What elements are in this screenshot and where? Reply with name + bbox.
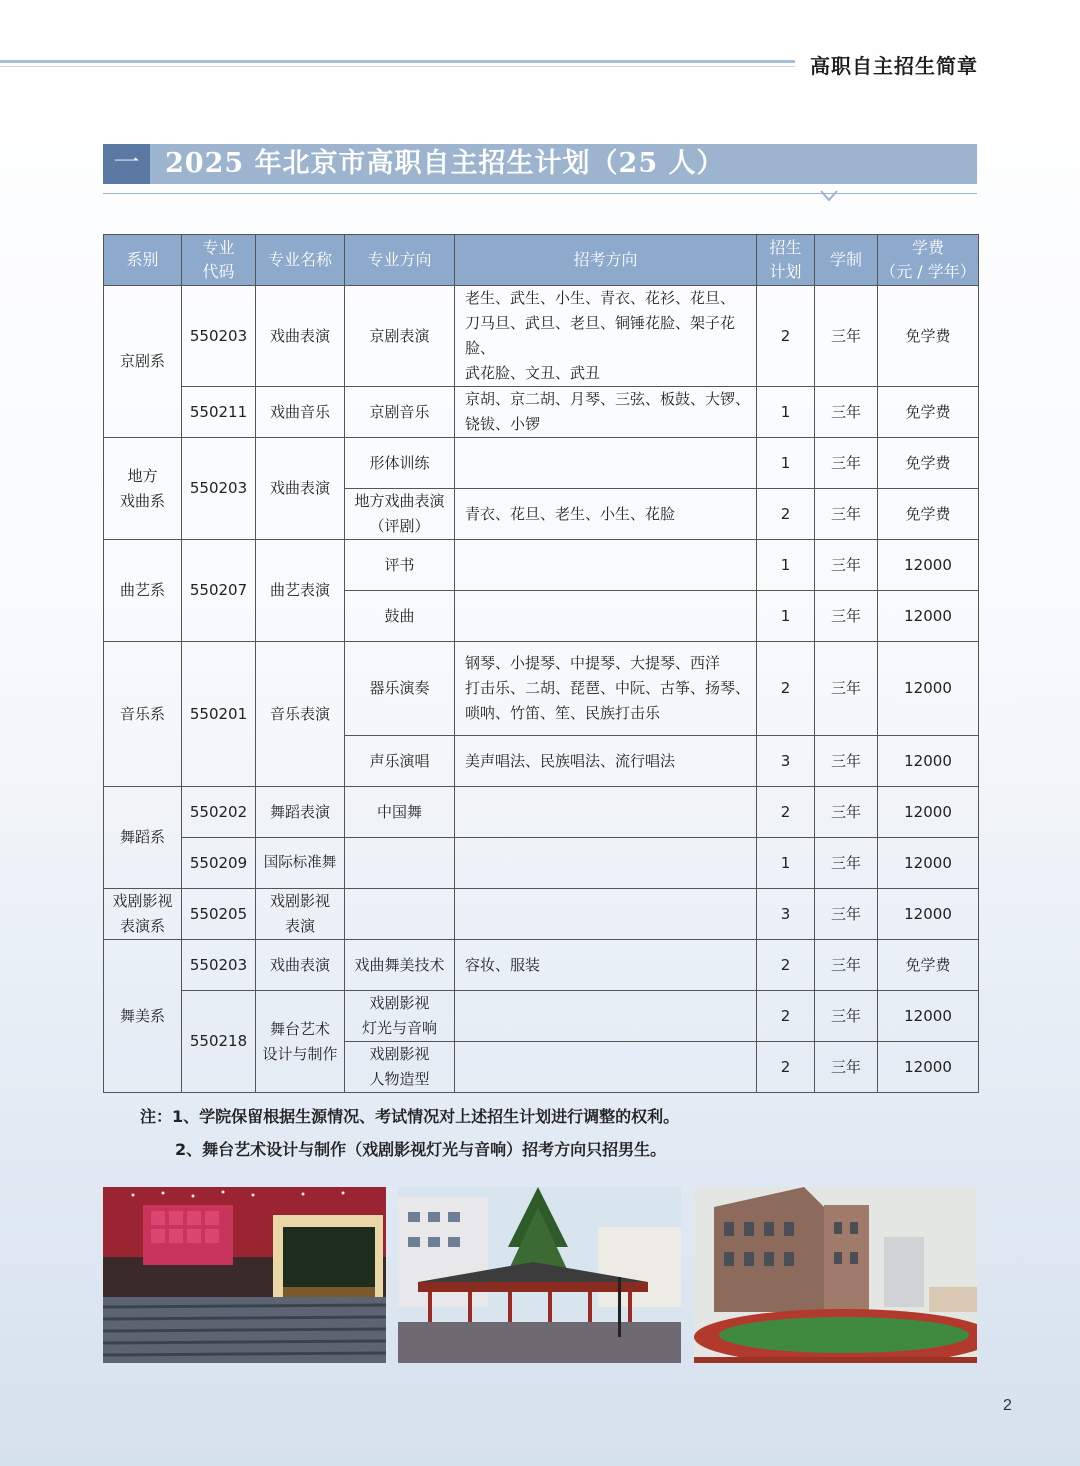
section-underline <box>103 193 977 194</box>
section-title: 2025 年北京市高职自主招生计划（25 人） <box>165 148 725 179</box>
requirement-cell <box>455 889 757 940</box>
code-cell: 550203 <box>182 940 256 991</box>
major-cell: 曲艺表演 <box>256 540 345 642</box>
code-cell: 550207 <box>182 540 256 642</box>
requirement-cell: 老生、武生、小生、青衣、花衫、花旦、 刀马旦、武旦、老旦、铜锤花脸、架子花脸、 武花脸、文丑、武丑 <box>455 286 757 387</box>
requirement-cell <box>455 991 757 1042</box>
col-header-major: 专业名称 <box>256 235 345 286</box>
plan-cell: 2 <box>757 787 815 838</box>
table-row <box>104 940 979 991</box>
fee-cell: 12000 <box>878 838 979 889</box>
theater-hall-photo <box>103 1187 386 1363</box>
col-header-fee: 学费 （元 / 学年） <box>878 235 979 286</box>
table-row <box>104 889 979 940</box>
fee-cell: 免学费 <box>878 286 979 387</box>
direction-cell: 中国舞 <box>345 787 455 838</box>
code-cell: 550203 <box>182 438 256 540</box>
fee-cell: 12000 <box>878 642 979 736</box>
years-cell: 三年 <box>815 642 878 736</box>
requirement-cell <box>455 1042 757 1093</box>
direction-cell: 京剧表演 <box>345 286 455 387</box>
requirement-cell: 美声唱法、民族唱法、流行唱法 <box>455 736 757 787</box>
plan-cell: 1 <box>757 591 815 642</box>
plan-cell: 1 <box>757 838 815 889</box>
col-header-requirement: 招考方向 <box>455 235 757 286</box>
dept-cell: 京剧系 <box>104 286 182 438</box>
fee-cell: 12000 <box>878 991 979 1042</box>
fee-cell: 12000 <box>878 787 979 838</box>
fee-cell: 免学费 <box>878 940 979 991</box>
plan-cell: 3 <box>757 736 815 787</box>
fee-cell: 12000 <box>878 591 979 642</box>
direction-cell: 戏剧影视 人物造型 <box>345 1042 455 1093</box>
dept-cell: 舞蹈系 <box>104 787 182 889</box>
requirement-cell: 青衣、花旦、老生、小生、花脸 <box>455 489 757 540</box>
years-cell: 三年 <box>815 387 878 438</box>
dept-cell: 地方 戏曲系 <box>104 438 182 540</box>
major-cell: 戏曲表演 <box>256 940 345 991</box>
direction-cell: 鼓曲 <box>345 591 455 642</box>
notes <box>140 1100 679 1166</box>
caret-down-icon <box>820 190 838 202</box>
campus-courtyard-photo <box>398 1187 681 1363</box>
note-2: 2、舞台艺术设计与制作（戏剧影视灯光与音响）招考方向只招男生。 <box>175 1140 667 1159</box>
direction-cell: 戏剧影视 灯光与音响 <box>345 991 455 1042</box>
direction-cell: 评书 <box>345 540 455 591</box>
header-title: 高职自主招生简章 <box>810 56 978 78</box>
col-header-plan: 招生 计划 <box>757 235 815 286</box>
table-row <box>104 991 979 1042</box>
major-cell: 舞台艺术 设计与制作 <box>256 991 345 1093</box>
table-row <box>104 642 979 736</box>
fee-cell: 免学费 <box>878 387 979 438</box>
code-cell: 550205 <box>182 889 256 940</box>
fee-cell: 12000 <box>878 889 979 940</box>
dept-cell: 音乐系 <box>104 642 182 787</box>
years-cell: 三年 <box>815 736 878 787</box>
requirement-cell <box>455 838 757 889</box>
plan-cell: 2 <box>757 1042 815 1093</box>
requirement-cell <box>455 591 757 642</box>
plan-cell: 2 <box>757 940 815 991</box>
note-1: 注：1、学院保留根据生源情况、考试情况对上述招生计划进行调整的权利。 <box>140 1107 680 1126</box>
col-header-code: 专业 代码 <box>182 235 256 286</box>
plan-cell: 2 <box>757 991 815 1042</box>
col-header-dept: 系别 <box>104 235 182 286</box>
fee-cell: 12000 <box>878 1042 979 1093</box>
code-cell: 550201 <box>182 642 256 787</box>
direction-cell: 形体训练 <box>345 438 455 489</box>
plan-cell: 1 <box>757 540 815 591</box>
header-rule-thin <box>0 66 795 67</box>
major-cell: 国际标准舞 <box>256 838 345 889</box>
fee-cell: 免学费 <box>878 438 979 489</box>
requirement-cell <box>455 787 757 838</box>
page-number: 2 <box>1003 1397 1012 1414</box>
plan-cell: 2 <box>757 489 815 540</box>
table-row <box>104 286 979 387</box>
plan-cell: 1 <box>757 438 815 489</box>
dept-cell: 曲艺系 <box>104 540 182 642</box>
code-cell: 550209 <box>182 838 256 889</box>
code-cell: 550203 <box>182 286 256 387</box>
direction-cell: 声乐演唱 <box>345 736 455 787</box>
years-cell: 三年 <box>815 838 878 889</box>
table-row <box>104 838 979 889</box>
direction-cell <box>345 838 455 889</box>
direction-cell: 器乐演奏 <box>345 642 455 736</box>
plan-cell: 3 <box>757 889 815 940</box>
requirement-cell <box>455 540 757 591</box>
years-cell: 三年 <box>815 889 878 940</box>
years-cell: 三年 <box>815 787 878 838</box>
years-cell: 三年 <box>815 489 878 540</box>
code-cell: 550211 <box>182 387 256 438</box>
col-header-years: 学制 <box>815 235 878 286</box>
enrollment-plan-table <box>103 234 979 1093</box>
years-cell: 三年 <box>815 991 878 1042</box>
section-number: 一 <box>103 144 150 184</box>
plan-cell: 2 <box>757 286 815 387</box>
campus-building-photo <box>694 1187 977 1363</box>
years-cell: 三年 <box>815 438 878 489</box>
code-cell: 550218 <box>182 991 256 1093</box>
requirement-cell <box>455 438 757 489</box>
header-rule <box>0 60 795 63</box>
col-header-direction: 专业方向 <box>345 235 455 286</box>
table-row <box>104 787 979 838</box>
major-cell: 舞蹈表演 <box>256 787 345 838</box>
plan-cell: 1 <box>757 387 815 438</box>
dept-cell: 戏剧影视 表演系 <box>104 889 182 940</box>
table-row <box>104 387 979 438</box>
dept-cell: 舞美系 <box>104 940 182 1093</box>
fee-cell: 免学费 <box>878 489 979 540</box>
major-cell: 戏曲表演 <box>256 438 345 540</box>
major-cell: 戏曲表演 <box>256 286 345 387</box>
major-cell: 戏剧影视 表演 <box>256 889 345 940</box>
plan-cell: 2 <box>757 642 815 736</box>
table-row <box>104 438 979 489</box>
direction-cell: 京剧音乐 <box>345 387 455 438</box>
years-cell: 三年 <box>815 940 878 991</box>
major-cell: 音乐表演 <box>256 642 345 787</box>
table-row <box>104 540 979 591</box>
fee-cell: 12000 <box>878 736 979 787</box>
requirement-cell: 钢琴、小提琴、中提琴、大提琴、西洋 打击乐、二胡、琵琶、中阮、古筝、扬琴、 唢呐、竹笛、笙、民族打击乐 <box>455 642 757 736</box>
direction-cell: 地方戏曲表演 （评剧） <box>345 489 455 540</box>
requirement-cell: 京胡、京二胡、月琴、三弦、板鼓、大锣、 铙钹、小锣 <box>455 387 757 438</box>
direction-cell <box>345 889 455 940</box>
fee-cell: 12000 <box>878 540 979 591</box>
code-cell: 550202 <box>182 787 256 838</box>
years-cell: 三年 <box>815 540 878 591</box>
years-cell: 三年 <box>815 1042 878 1093</box>
direction-cell: 戏曲舞美技术 <box>345 940 455 991</box>
years-cell: 三年 <box>815 591 878 642</box>
years-cell: 三年 <box>815 286 878 387</box>
table-header-row <box>104 235 979 286</box>
requirement-cell: 容妆、服装 <box>455 940 757 991</box>
major-cell: 戏曲音乐 <box>256 387 345 438</box>
